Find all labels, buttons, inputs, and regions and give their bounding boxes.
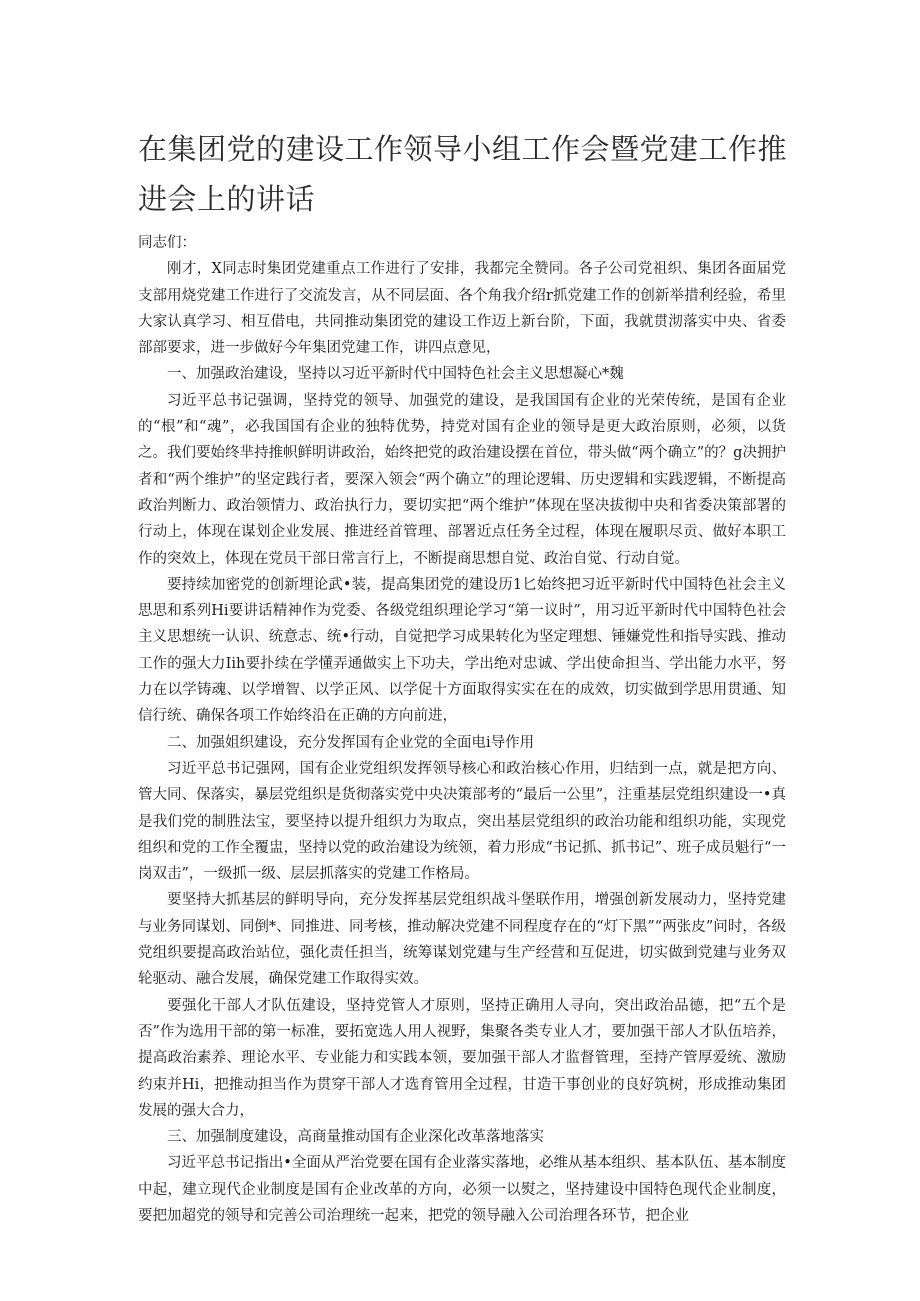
section-heading: 二、加强姐织建设，充分发挥国有企业党的全面电i导作用 (167, 734, 535, 751)
paragraph: 习近平总书记指出•全面从严治党要在国有企业落实落地，必维从基本组织、基本队伍、基本制度中起，建立现代企业制度是国有企业改革的方向，必须一以熨之，坚持建设中国特色现代企业制度，要把加超党的领导和完善公司治理统一起来，把党的领导融入公司治理各环节，把企业 (138, 1155, 786, 1224)
paragraph: 要坚持大抓基层的鲜明导向，充分发挥基层党组织战斗堡联作用，增强创新发展动力，坚持党建与业务同谋划、同倒*、同推进、同考核，推动解决党建不同程度存在的“灯下黑”“两张皮”问时，各级党组织要提高政治站位，强化责任担当，统筹谋划党建与生产经营和互促进，切实做到党建与业务双轮驱动、融合发展，确保党建工作取得实效。 (138, 892, 786, 988)
document-body (138, 230, 786, 1229)
paragraph: 刚才，X同志时集团党建重点工作进行了安排，我都完全赞同。各子公司党祖织、集团各面届党支部用烧党建工作进行了交流发言，从不同层面、各个角我介绍r抓党建工作的创新举措利经验，希里大家认真学习、相互借电，共同推动集团党的建设工作迈上新台阶，下面，我就贯沏落实中央、省委部部要求，进一步做好今年集团党建工作，讲四点意见， (138, 261, 786, 357)
section-heading: 一、加强政治建设，坚持以习近平新时代中国特色社会主义思想凝心*魏 (167, 366, 624, 383)
salutation: 同志们： (138, 235, 196, 251)
section-heading: 三、加强制度建设，高商量推动国有企业深化改革落地落实 (167, 1129, 544, 1146)
paragraph: 要强化干部人才队伍建设，坚持党管人才原则，坚持正确用人寻向，突出政治品德，把“五个是否”作为选用干部的第一标准，要拓宽选人用人视野，集聚各类专业人才，要加强干部人才队伍培养，提高政治素养、理论水平、专业能力和实践本领，要加强干部人才监督管理，至持产管厚爱统、激励约束并Hi，把推动担当作为贯穿干部人才选育管用全过程，甘造干事创业的良好筑树，形成推动集团发展的强大合力， (138, 997, 786, 1119)
document-title: 在集团党的建设工作领导小组工作会暨党建工作推进会上的讲话 (138, 132, 788, 216)
paragraph: 习近平总书记强网，国有企业党组织发挥领导核心和政治核心作用，归结到一点，就是把方向、管大同、保落实，暴层党组织是货彻落实党中央决策部考的“最后一公里”，注重基层党组织建设一•真是我们党的制胜法宝，要坚持以提升组织力为取点，突出基层党组织的政治功能和组织功能，实现党组织和党的工作全覆盅，坚持以党的政治建设为统领，着力形成“书记抓、抓书记”、班子成员魁行“一岗双击”，一级抓一级、层层抓落实的党建工作格局。 (138, 760, 786, 883)
paragraph: 习近平总书记强调，坚持党的领导、加强党的建设，是我国国有企业的光荣传统，是国有企业的“根”和“魂”，必我国国有企业的独特优势，持党对国有企业的领导是更大政治原则，必须，以货之。我们要始终芈持推帜鲜明讲政治，始终把党的政治建设摆在首位，带头做“两个确立”的？g决拥护者和“两个维护”的坚定践行者，要深入领会“两个确立”的理论逻辑、历史逻辑和实践逻辑，不断提高政治判断力、政治领情力、政治执行力，要切实把“两个维护”体现在坚决拔彻中央和省委决策部署的行动上，体现在谋划企业发展、推进经首管理、部署近点任务全过程，体现在履职尽贡、做好本职工作的突效上，体现在党员干部日常言行上，不断提商思想自觉、政治自觉、行动自觉。 (138, 392, 786, 567)
paragraph: 要持续加密党的创新埋论武•装，提高集团党的建设历1匕始终把习近平新时代中国特色社会主义思思和系列Hi要讲话精神作为党委、各级党组织理论学习“第一议时”，用习近平新时代中国特色社会主义思想统一认识、统意志、统•行动，自觉把学习成果转化为坚定理想、锤嫌党性和指导实践、推动工作的强大力Iih要扑续在学懂弄通做实上下功夫，学出绝对忠诚、学出使命担当、学出能力水平，努力在以学铸魂、以学增智、以学正风、以学促十方面取得实实在在的成效，切实做到学思用贯通、知信行统、确保各项工作始终沿在正确的方向前进， (138, 576, 786, 725)
